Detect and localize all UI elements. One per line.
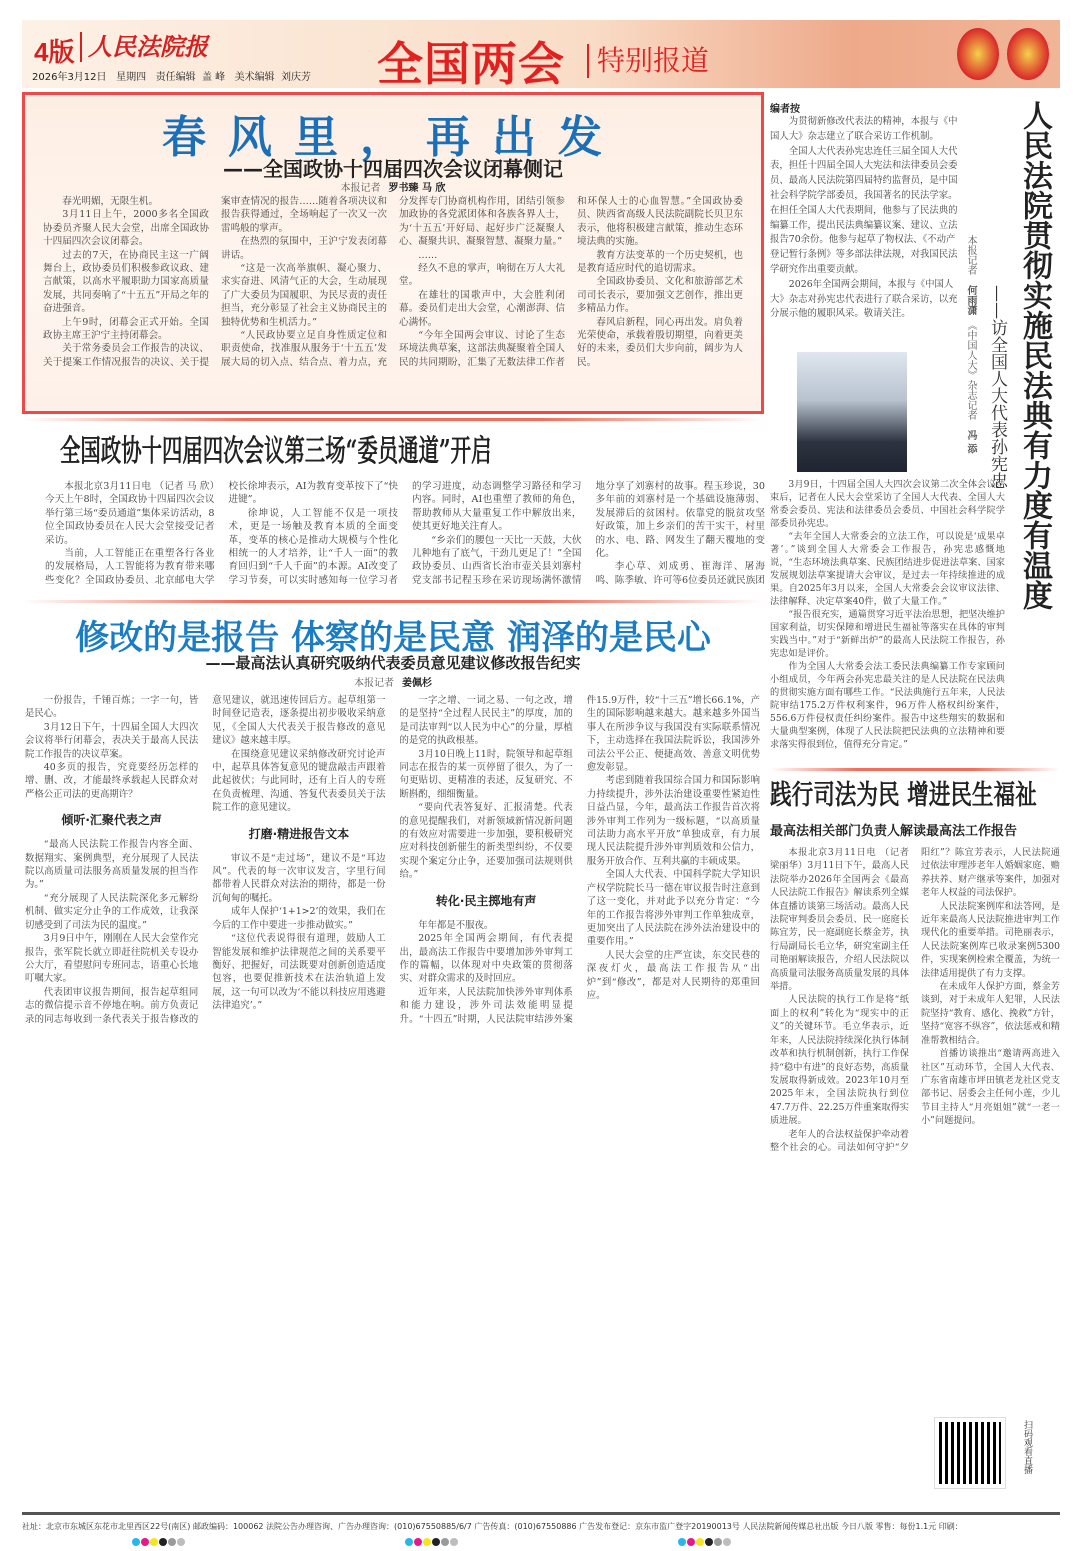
paragraph: 代表团审议报告期间，报告起草组同志的微信提示音不停地在响。前方负责记录的同志每收到一条代表关于报告修改的意见建议，就迅速传回后方。起草组第一时间登记造表，逐条提出初步吸收采纳意见，《全国人大代表关于报告修改的意见建议》越来越丰厚。 [25, 695, 386, 1025]
article-title: 修改的是报告 体察的是民意 润泽的是民心 [75, 618, 711, 658]
section-subhead: 倾听·汇聚代表之声 [61, 813, 162, 828]
divider [770, 768, 1060, 771]
qr-label: 扫码观看直播 [1022, 1420, 1032, 1474]
article-subtitle: ——最高法认真研究吸纳代表委员意见建议修改报告纪实 [205, 654, 581, 672]
paragraph: 年年都是不服夜。 [418, 919, 494, 931]
section-subhead: 转化·民主掷地有声 [435, 893, 537, 908]
portrait-photo [797, 352, 907, 472]
newspaper-name: 人民法院报 [80, 32, 208, 62]
paragraph: 徐坤说，人工智能不仅是一项技术，更是一场触及教育本质的全面变革，变革的核心是推动大规模与个性化相统一的人才培养，让“千人一面”的教育回归到“千人千面”的本源。AI改变了学习节奏，可以实时感知每一位学习者的学习进度，动态调整学习路径和学习内容。同时，AI也重塑了教师的角色，帮助教师从大量重复工作中解放出来，使其更好地关注育人。 [228, 481, 582, 586]
paragraph: “乡亲们的腰包一天比一天鼓，大伙儿种地有了底气，干劲儿更足了！”全国政协委员、山西省长治市壶关县刘寨村党支部书记程玉珍在采访现场满怀激情地分享了刘寨村的故事。程玉珍说，30多年前的刘寨村是一个基础设施薄弱、发展滞后的贫困村。依靠党的脱贫攻坚好政策，加上乡亲们的苦干实干，村里的水、电、路、网发生了翻天覆地的变化。 [412, 481, 765, 586]
byline-name: 冯 添 [965, 430, 976, 454]
article-subtitle: 最高法相关部门负责人解读最高法工作报告 [770, 824, 1018, 839]
issue-meta: 2026年3月12日 星期四 责任编辑 盖 峰 美术编辑 刘庆芳 [32, 72, 312, 83]
divider [22, 418, 764, 421]
paragraph: 一份报告，千锤百炼；一字一句，皆是民心。 [25, 695, 199, 720]
byline-names: 姜佩杉 [402, 678, 432, 689]
paragraph: 经久不息的掌声，响彻在万人大礼堂。 [399, 263, 565, 288]
color-dot [441, 1538, 449, 1546]
paragraph: 关于常务委员会工作报告的决议、关于提案工作情况报告的决议、关于提案审查情况的报告……随着各项决议和报告获得通过，全场响起了一次又一次雷鸣般的掌声。 [43, 196, 387, 368]
paragraph: 3月9日中午，刚刚在人民大会堂作完报告，张军院长就立即赶往院机关专设办公大厅，看望慰问专班同志，语重心长地叮嘱大家。 [25, 933, 199, 985]
section-title: 全国两会 [377, 37, 565, 91]
footer [22, 1512, 1060, 1548]
color-dots [132, 1538, 186, 1548]
color-dot [168, 1538, 176, 1546]
color-dot [432, 1538, 440, 1546]
paragraph: 人民法院的执行工作是将“纸面上的权利”转化为“现实中的正义”的关键环节。毛立华表示，近年来，人民法院持续深化执行体制改革和执行机制创新，执行工作保持“稳中有进”的良好态势，高质量发展取得新成效。2023年10月至2025年末，全国法院执行到位47.7万件、22.25万件重案取得实质进展。 [770, 994, 909, 1127]
paragraph: 在雄壮的国歌声中，大会胜利闭幕。委员们走出大会堂，心潮澎湃、信心满怀。 [399, 289, 565, 328]
byline-name: 何雨潇 [965, 285, 976, 315]
article-title: 全国政协十四届四次会议第三场“委员通道”开启 [60, 434, 492, 469]
paragraph: 成年人保护‘1+1>2’的效果，我们在今后的工作中要进一步推动做实。” [212, 906, 386, 931]
article-body [45, 480, 765, 590]
color-dot [141, 1538, 149, 1546]
paragraph: 老年人的合法权益保护牵动着整个社会的心。司法如何守护“夕阳红”？陈宜芳表示，人民法院通过依法审理涉老年人婚姻家庭、赡养扶养、财产继承等案件，加强对老年人权益的司法保护。 [770, 847, 1060, 1153]
paragraph: 春风启新程，同心再出发。肩负着光荣使命，承载着殷切期望，向着更美好的未来，委员们大步向前，阔步为人民。 [577, 316, 743, 368]
paragraph: 全国人大代表、中国科学院大学知识产权学院院长马一德在审议报告时注意到了这一变化，并对此予以充分肯定：“今年的工作报告将涉外审判工作单独成章，更加突出了人民法院在涉外法治建设中的重要作用。” [586, 869, 760, 948]
article-subtitle: ——全国政协十四届四次会议闭幕侧记 [223, 157, 563, 181]
color-dot [159, 1538, 167, 1546]
editor-note-label: 编者按 [770, 104, 800, 115]
article-cppcc-closing [22, 92, 764, 414]
article-body [25, 694, 760, 1502]
paragraph: 本报北京3月11日电 （记者 梁丽华）3月11日下午，最高人民法院举办2026年全国两会《最高人民法院工作报告》解读系列全媒体直播访谈第三场活动。最高人民法院审判委员会委员、民一庭庭长陈宜芳，民一庭副庭长蔡金芳，执行局副局长毛立华，研究室副主任司艳丽解读报告，介绍人民法院以高质量司法服务高质量发展的具体举措。 [770, 847, 909, 993]
color-dot [177, 1538, 185, 1546]
paragraph: “人民政协要立足自身性质定位和职责使命，找准服从服务于‘十五五’发展大局的切入点、结合点、着力点，充分发挥专门协商机构作用，团结引领参加政协的各党派团体和各族各界人士，为‘十五五’开好局、起好步广泛凝聚人心、凝聚共识、凝聚智慧、凝聚力量。” [221, 196, 565, 368]
paragraph: 3月12日下午，十四届全国人大四次会议将举行闭幕会，表决关于最高人民法院工作报告的决议草案。 [25, 721, 199, 760]
color-dot [450, 1538, 458, 1546]
byline-label: 本报记者 [354, 678, 394, 689]
divider [22, 600, 764, 603]
paragraph: 考虑到随着我国综合国力和国际影响力持续提升，涉外法治建设重要性紧迫性日益凸显，今年，最高法工作报告首次将涉外审判工作列为一级标题，“以高质量司法助力高水平开放”单独成章，有力展现人民法院提升涉外审判质效和公信力，服务开放合作、互利共赢的丰硕成果。 [586, 775, 760, 867]
article-title: 践行司法为民 增进民生福祉 [770, 780, 1037, 811]
byline [25, 179, 761, 194]
paragraph: 人民法院案例库和法答网，是近年来最高人民法院推进审判工作现代化的重要举措。司艳丽表示，人民法院案例库已收录案例5300件，实现案例检索全覆盖，为统一法律适用提供了有力支撑。 [921, 900, 1060, 979]
editor-note [770, 100, 960, 322]
paragraph: 3月10日晚上11时，院领导和起草组同志在报告的某一页停留了很久，为了一句更贴切、更精准的表述，反复研究、不断斟酌，细细衡量。 [399, 748, 573, 800]
paragraph: 3月11日上午，2000多名全国政协委员齐聚人民大会堂，出席全国政协十四届四次会议闭幕会。 [43, 209, 209, 248]
color-dot [705, 1538, 713, 1546]
edition-number: 4版 [34, 37, 75, 67]
color-dot [714, 1538, 722, 1546]
paragraph: 40多页的报告，究竟要经历怎样的增、删、改，才能最终承载起人民群众对严格公正司法的更高期许？ [25, 762, 199, 800]
paragraph: “报告很充实，通篇贯穿习近平法治思想，把坚决维护国家利益，切实保障和增进民生福祉等落实在具体的审判实践当中。”对于“新鲜出炉”的最高人民法院工作报告，孙宪忠如是评价。 [770, 609, 1005, 659]
interview-body [770, 478, 1005, 760]
editor-note-body [770, 115, 960, 322]
paragraph: 作为全国人大常委会法工委民法典编纂工作专家顾问小组成员，今年两会孙宪忠最关注的是人民法院在民法典的贯彻实施方面有哪些工作。“民法典施行五年来，人民法院审结175.2万件权利案件，96万件人格权纠纷案件，556.6万件侵权责任纠纷案件。报告中这些翔实的数据和大量典型案例，体现了人民法院把民法典的立法精神和要求落实得很到位，值得充分肯定。” [770, 661, 1005, 750]
interview-title: 人民法院贯彻实施民法典有力度有温度 [1017, 100, 1052, 610]
paragraph: 2026年全国两会期间，本报与《中国人大》杂志对孙宪忠代表进行了联合采访，以充分展示他的履职风采。敬请关注。 [770, 278, 958, 320]
paragraph: 3月9日，十四届全国人大四次会议第二次全体会议结束后，记者在人民大会堂采访了全国人大代表、全国人大常委会委员、宪法和法律委员会委员、中国社会科学院学部委员孙宪忠。 [770, 479, 1005, 529]
color-dot [405, 1538, 413, 1546]
registration-marks [22, 1538, 842, 1548]
paragraph: “要向代表答复好、汇报清楚。代表的意见提醒我们，对新领域新情况新问题的有效应对需要进一步加强，要积极研究应对科技创新催生的新类型纠纷，不仅要实现个案定分止争，还要加强司法规则供给。” [399, 802, 573, 881]
paragraph: “这位代表说得很有道理，鼓励人工智能发展和维护法律规范之间的关系要平衡好、把握好，司法既要对创新创造适度包容，也要促推新技术在法治轨道上发展，这一句可以改为‘不能以科技应用逃避法律追究’。” [212, 933, 386, 1012]
interview-byline [963, 235, 977, 453]
paragraph: 为贯彻新修改代表法的精神，本报与《中国人大》杂志建立了联合采访工作机制。 [770, 116, 958, 142]
article-title: 春风里，再出发 [162, 112, 624, 163]
byline-label: 《中国人大》杂志记者 [965, 325, 976, 420]
cppcc-emblem-icon [1007, 28, 1049, 80]
paragraph: 春光明媚，无限生机。 [62, 196, 159, 207]
paragraph: “最高人民法院工作报告内容全面、数据翔实、案例典型，充分展现了人民法院以高质量司法服务高质量发展的担当作为。” [25, 839, 199, 891]
color-dot [696, 1538, 704, 1546]
color-dot [423, 1538, 431, 1546]
color-dot [132, 1538, 140, 1546]
paragraph: 过去的7天，在协商民主这一广阔舞台上，政协委员们积极参政议政、建言献策，以高水平履职助力国家高质量发展，共同奏响了“十五五”开局之年的奋进强音。 [43, 249, 209, 315]
color-dots [678, 1538, 732, 1548]
color-dot [414, 1538, 422, 1546]
color-dot [678, 1538, 686, 1546]
paragraph: 教育方法变革的一个历史契机，也是教育适应时代的追切需求。 [577, 249, 743, 275]
footer-imprint: 社址：北京市东城区东花市北里西区22号(南区) 邮政编码：100062 法院公告办理咨询、广告办理咨询：(010)67550885/6/7 广告传真：(010)67550886 广告发布登记：京东市监广登字20190013号 人民法院新闻传媒总社出版 今日八版 零售：每份1.1元 印刷： [22, 1522, 963, 1531]
paragraph: 审议不是“走过场”，建议不是“耳边风”。代表的每一次审议发言，字里行间都带着人民群众对法治的期待，都是一份沉甸甸的嘱托。 [212, 852, 386, 904]
paragraph: 全国政协委员、文化和旅游部艺术司司长表示，要加强文艺创作，推出更多精品力作。 [577, 276, 743, 315]
paragraph: “充分展现了人民法院深化多元解纷机制、做实定分止争的工作成效，让我深切感受到了司法为民的温度。” [25, 892, 199, 931]
byline-label: 本报记者 [965, 235, 976, 275]
paragraph: 当前，人工智能正在重塑各行各业的发展格局，人工智能将为教育带来哪些变化？全国政协委员、北京邮电大学校长徐坤表示，AI为教育变革按下了“快进键”。 [45, 481, 398, 586]
paragraph: …… [418, 249, 438, 261]
article-body [43, 195, 743, 407]
paragraph: 人民大会堂的庄严宣读，东交民巷的深夜灯火，最高法工作报告从“出炉”到“修改”，都是对人民期待的郑重回应。 [586, 949, 760, 1001]
paragraph: 在未成年人保护方面，蔡金芳谈到，对于未成年人犯罪，人民法院坚持“教育、感化、挽救”方针，坚持“宽容不纵容”，依法惩戒和精准帮教相结合。 [921, 981, 1060, 1046]
paragraph: 在热烈的氛围中，王沪宁发表闭幕讲话。 [221, 236, 387, 261]
interview-subtitle: ——访全国人大代表孙宪忠 [987, 285, 1007, 489]
paragraph: 李心草、刘成勇、崔海洋、屠海鸣、陈季敏、许可等6位委员还就民族团 [595, 561, 765, 586]
paragraph: “去年全国人大常委会的立法工作，可以说是‘成果卓著’。”谈到全国人大常委会工作报告，孙宪忠感慨地说，“生态环境法典草案、民族团结进步促进法草案、国家发展规划法草案提请大会审议，是过去一年持续推进的成果。自2025年3月以来，全国人大常委会会议审议法律、法律解释、决定草案40件，做了大量工作。” [770, 531, 1005, 607]
paragraph: “这是一次高举旗帜、凝心聚力、求实奋进、风清气正的大会，生动展现了广大委员为国履职、为民尽责的责任担当，充分彰显了社会主义协商民主的独特优势和生机活力。” [221, 263, 387, 328]
national-emblem-icon [957, 28, 999, 80]
color-dot [687, 1538, 695, 1546]
color-dot [150, 1538, 158, 1546]
color-dot [723, 1538, 731, 1546]
paragraph: 上午9时，闭幕会正式开始。全国政协主席王沪宁主持闭幕会。 [43, 316, 209, 342]
color-dots [405, 1538, 459, 1548]
paragraph: 本报北京3月11日电 （记者 马 欣）今天上午8时，全国政协十四届四次会议举行第三场“委员通道”集体采访活动，8位全国政协委员在人民大会堂接受记者采访。 [45, 481, 215, 546]
qr-code[interactable] [935, 1418, 1005, 1488]
paragraph: 一字之增、一词之易、一句之改，增的是坚持“全过程人民民主”的厚度，加的是司法审判“以人民为中心”的分量，厚植的是党的执政根基。 [399, 695, 573, 747]
paragraph: 近年来，人民法院加快涉外审判体系和能力建设，涉外司法效能明显提升。“十四五”时期，人民法院审结涉外案件15.9万件，较“十三五”增长66.1%，产生的国际影响越来越大。越来越多外国当事人在所涉争议与我国没有实际联系情况下，主动选择在我国法院诉讼，我国涉外司法公平公正、便捷高效、善意文明优势愈发彰显。 [399, 695, 760, 1025]
byline [22, 674, 764, 689]
paragraph: 在围绕意见建议采纳修改研究讨论声中，起草具体答复意见的键盘敲击声跟着此起彼伏；与此同时，还有上百人的专班在负责梳理、沟通、答复代表委员关于法院工作的意见建议。 [212, 748, 386, 814]
paragraph: 全国人大代表孙宪忠连任三届全国人大代表，担任十四届全国人大宪法和法律委员会委员、最高人民法院第四届特约监督员，是中国社会科学院学部委员，我国著名的民法学家。在担任全国人大代表期间，他参与了民法典的编纂工作，提出民法典编纂议案、建议、立法报告70余份。他参与起草了物权法、《不动产登记暂行条例》等多部法律法规，对我国民法学研究作出重要贡献。 [770, 145, 958, 275]
byline-names: 罗书臻 马 欣 [388, 183, 446, 194]
byline-label: 本报记者 [340, 183, 381, 194]
article-body [770, 846, 1060, 1406]
paragraph: 2025年全国两会期间，有代表提出，最高法工作报告中要增加涉外审判工作的篇幅，以体现对中央政策的贯彻落实、对群众需求的及时回应。 [399, 933, 573, 985]
paragraph: 首播访谈推出“邀请两高进入社区”互动环节，全国人大代表、广东省南雄市坪田镇老龙社区党支部书记、居委会主任何小莲，少儿节目主持人“月亮姐姐”就“一老一小”问题提问。 [921, 1048, 1060, 1127]
masthead [22, 20, 1060, 91]
paragraph: “今年全国两会审议、讨论了生态环境法典草案，这部法典凝聚着全国人民的共同期盼，汇集了无数法律工作者和环保人士的心血智慧。”全国政协委员、陕西省高级人民法院副院长贝卫东表示，他将积极建言献策，推动生态环境法典的实施。 [399, 196, 743, 368]
section-subhead: 打磨·精进报告文本 [248, 826, 350, 841]
section-subtitle: 特别报道 [587, 44, 709, 78]
